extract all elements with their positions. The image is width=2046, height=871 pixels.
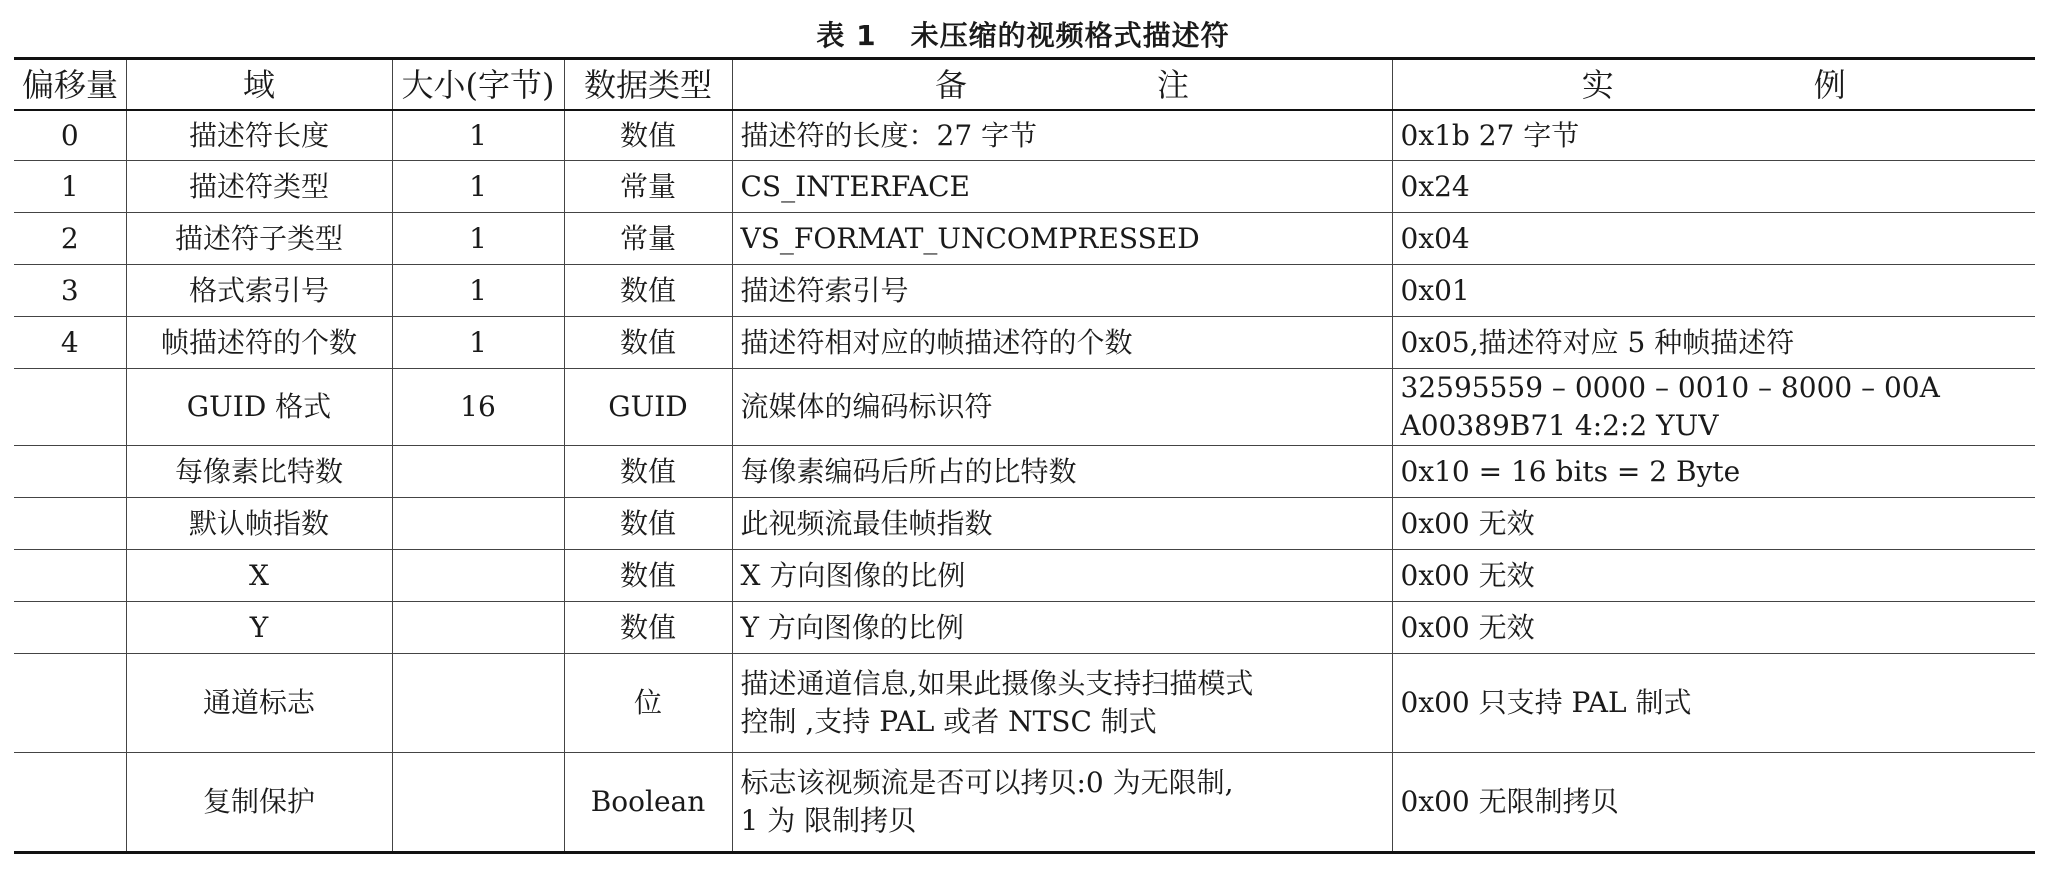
cell-offset: 0 [14,110,126,161]
cell-note: X 方向图像的比例 [732,550,1392,602]
cell-type: 数值 [564,446,732,498]
cell-field: 默认帧指数 [126,498,392,550]
cell-type: 数值 [564,317,732,369]
table-row [14,265,2035,317]
cell-field: 描述符长度 [126,110,392,161]
cell-type: 常量 [564,161,732,213]
cell-size: 1 [392,161,564,213]
note-line-1: 标志该视频流是否可以拷贝:0 为无限制, [740,766,1234,799]
table-row [14,110,2035,161]
table-row [14,550,2035,602]
cell-example: 0x00 无效 [1392,550,2035,602]
cell-example: 0x00 只支持 PAL 制式 [1392,654,2035,753]
table-row [14,753,2035,853]
cell-offset [14,446,126,498]
header-size: 大小(字节) [392,59,564,111]
cell-size [392,550,564,602]
table-header-row [14,59,2035,111]
cell-type: 数值 [564,110,732,161]
cell-size [392,498,564,550]
cell-offset [14,602,126,654]
cell-note: 此视频流最佳帧指数 [732,498,1392,550]
cell-size: 16 [392,369,564,446]
cell-type: 数值 [564,550,732,602]
cell-offset: 3 [14,265,126,317]
cell-example: 0x00 无效 [1392,498,2035,550]
cell-note: 描述符相对应的帧描述符的个数 [732,317,1392,369]
cell-example: 0x01 [1392,265,2035,317]
cell-size: 1 [392,265,564,317]
cell-type: 数值 [564,602,732,654]
header-example-char-2: 例 [1813,65,1846,104]
table-row [14,317,2035,369]
cell-field: GUID 格式 [126,369,392,446]
cell-note [732,753,1392,853]
table-row [14,369,2035,446]
cell-example: 0x05,描述符对应 5 种帧描述符 [1392,317,2035,369]
cell-note: CS_INTERFACE [732,161,1392,213]
cell-offset [14,753,126,853]
cell-type: GUID [564,369,732,446]
header-note [732,59,1392,111]
cell-example: 0x00 无效 [1392,602,2035,654]
header-note-char-1: 备 [934,65,967,104]
cell-note: VS_FORMAT_UNCOMPRESSED [732,213,1392,265]
cell-field: 帧描述符的个数 [126,317,392,369]
cell-type: 位 [564,654,732,753]
table-caption [0,14,2046,54]
cell-offset: 4 [14,317,126,369]
cell-field: 描述符子类型 [126,213,392,265]
header-type: 数据类型 [564,59,732,111]
cell-note [732,654,1392,753]
cell-size [392,654,564,753]
cell-field: X [126,550,392,602]
header-note-char-2: 注 [1157,65,1190,104]
table-row [14,602,2035,654]
cell-size: 1 [392,317,564,369]
cell-field: 复制保护 [126,753,392,853]
cell-field: 通道标志 [126,654,392,753]
cell-size: 1 [392,213,564,265]
cell-note: 描述符的长度：27 字节 [732,110,1392,161]
note-line-2: 控制 ,支持 PAL 或者 NTSC 制式 [740,705,1157,738]
cell-type: 数值 [564,498,732,550]
table-row [14,446,2035,498]
cell-offset: 1 [14,161,126,213]
cell-note: Y 方向图像的比例 [732,602,1392,654]
cell-offset: 2 [14,213,126,265]
cell-type: 常量 [564,213,732,265]
cell-example [1392,369,2035,446]
cell-note: 每像素编码后所占的比特数 [732,446,1392,498]
table-row [14,654,2035,753]
cell-size [392,602,564,654]
cell-offset [14,654,126,753]
cell-type: 数值 [564,265,732,317]
cell-size [392,446,564,498]
cell-offset [14,550,126,602]
cell-example: 0x1b 27 字节 [1392,110,2035,161]
cell-field: 描述符类型 [126,161,392,213]
table-number: 表 1 [816,19,877,52]
cell-field: Y [126,602,392,654]
header-field: 域 [126,59,392,111]
header-example-char-1: 实 [1581,65,1614,104]
descriptor-table [14,57,2035,854]
cell-example: 0x00 无限制拷贝 [1392,753,2035,853]
cell-size [392,753,564,853]
table-row [14,498,2035,550]
example-line-1: 32595559 – 0000 – 0010 – 8000 – 00A [1400,371,1940,404]
header-offset: 偏移量 [14,59,126,111]
cell-example: 0x04 [1392,213,2035,265]
header-example [1392,59,2035,111]
cell-example: 0x10 = 16 bits = 2 Byte [1392,446,2035,498]
cell-note: 描述符索引号 [732,265,1392,317]
cell-offset [14,369,126,446]
cell-offset [14,498,126,550]
table-row [14,161,2035,213]
cell-size: 1 [392,110,564,161]
cell-field: 格式索引号 [126,265,392,317]
table-row [14,213,2035,265]
cell-note: 流媒体的编码标识符 [732,369,1392,446]
example-line-2: A00389B71 4:2:2 YUV [1400,409,1719,442]
cell-field: 每像素比特数 [126,446,392,498]
note-line-2: 1 为 限制拷贝 [740,804,917,837]
note-line-1: 描述通道信息,如果此摄像头支持扫描模式 [740,667,1254,700]
cell-example: 0x24 [1392,161,2035,213]
cell-type: Boolean [564,753,732,853]
table-title: 未压缩的视频格式描述符 [910,19,1230,52]
